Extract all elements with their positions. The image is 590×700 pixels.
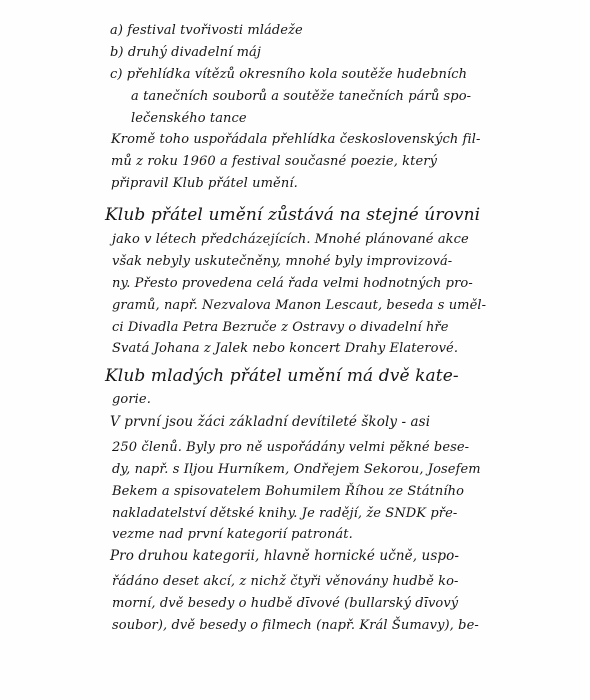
paragraph-line: mů z roku 1960 a festival současné poezie, který <box>111 154 438 169</box>
paragraph-heading-line: Klub mladých přátel umění má dvě kate- <box>105 366 459 386</box>
paragraph-line: ci Divadla Petra Bezruče z Ostravy o divadelní hře <box>112 320 449 335</box>
paragraph-line: soubor), dvě besedy o filmech (např. Král Šumavy), be- <box>112 618 479 633</box>
list-item-b: b) druhý divadelní máj <box>110 45 262 60</box>
paragraph-line: V první jsou žáci základní devítileté školy - asi <box>110 414 431 430</box>
paragraph-line: gramů, např. Nezvalova Manon Lescaut, beseda s uměl- <box>112 298 487 313</box>
paragraph-heading-line: Klub přátel umění zůstává na stejné úrovni <box>105 205 481 225</box>
paragraph-line: dy, např. s Iljou Hurníkem, Ondřejem Sekorou, Josefem <box>112 462 481 477</box>
paragraph-line: připravil Klub přátel umění. <box>111 176 298 191</box>
paragraph-line: jako v létech předcházejících. Mnohé plánované akce <box>112 232 469 247</box>
paragraph-line: vezme nad první kategorií patronát. <box>112 527 353 542</box>
paragraph-line: Bekem a spisovatelem Bohumilem Říhou ze Státního <box>112 484 465 499</box>
paragraph-line: morní, dvě besedy o hudbě dīvové (bullarský dīvový <box>112 596 459 611</box>
list-item-a: a) festival tvořivosti mládeže <box>110 23 303 38</box>
list-item-c-line3: lečenského tance <box>131 111 247 126</box>
paragraph-line: Kromě toho uspořádala přehlídka československých fil- <box>111 132 481 147</box>
paragraph-line: řádáno deset akcí, z nichž čtyři věnovány hudbě ko- <box>112 574 459 589</box>
paragraph-line: Pro druhou kategorii, hlavně hornické učně, uspo- <box>110 548 459 564</box>
paragraph-line: gorie. <box>112 392 151 407</box>
list-item-c: c) přehlídka vítězů okresního kola soutěže hudebních <box>110 67 468 82</box>
paragraph-line: nakladatelství dětské knihy. Je radějí, že SNDK pře- <box>112 506 458 521</box>
list-item-c-line2: a tanečních souborů a soutěže tanečních párů spo- <box>131 89 472 104</box>
paragraph-line: však nebyly uskutečněny, mnohé byly improvizová- <box>112 254 453 269</box>
paragraph-line: Svatá Johana z Jalek nebo koncert Drahy Elaterové. <box>112 341 459 356</box>
paragraph-line: 250 členů. Byly pro ně uspořádány velmi pěkné bese- <box>112 440 470 455</box>
paragraph-line: ny. Přesto provedena celá řada velmi hodnotných pro- <box>112 276 473 291</box>
